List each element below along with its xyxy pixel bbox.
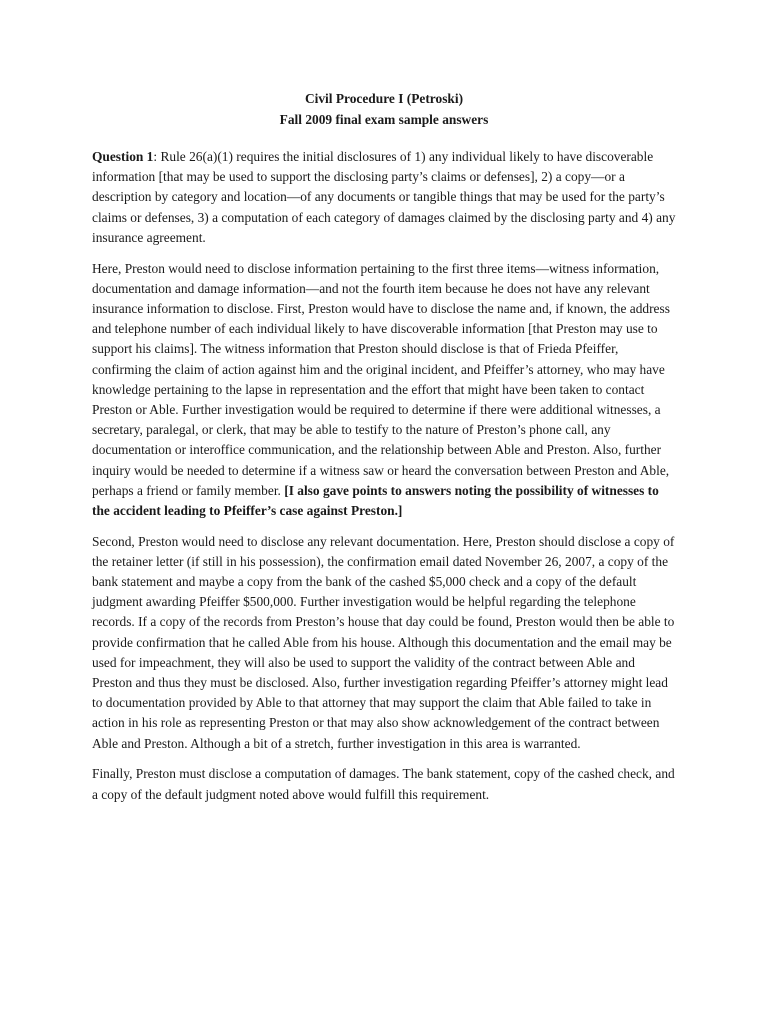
- document-page: [92, 88, 676, 815]
- damages-paragraph: Finally, Preston must disclose a computation of damages. The bank statement, copy of the cashed check, and a copy of the default judgment noted above would fulfill this requirement.: [92, 766, 675, 802]
- question-1-intro: : Rule 26(a)(1) requires the initial disclosures of 1) any individual likely to have discoverable information [that may be used to support the disclosing party’s claims or defenses], 2) a copy—or a description by category and location—of any documents or tangible things that may be used for the party’s claims or defenses, 3) a computation of each category of damages claimed by the disclosing party and 4) any insurance agreement.: [92, 149, 676, 245]
- course-title: Civil Procedure I (Petroski): [304, 91, 464, 106]
- question-1-label: Question 1: [92, 149, 154, 164]
- document-header: [92, 88, 676, 130]
- grader-note: [I also gave points to answers noting the possibility of witnesses to the accident leading to Pfeiffer’s case against Preston.]: [92, 482, 659, 518]
- question-1-paragraph: [92, 147, 676, 248]
- documentation-paragraph: Second, Preston would need to disclose any relevant documentation. Here, Preston should disclose a copy of the retainer letter (if still in his possession), the confirmation email dated November 26, 2007, a copy of the bank statement and maybe a copy from the bank of the cashed $5,000 check and a copy of the default judgment awarding Pfeiffer $500,000. Further investigation would be helpful regarding the telephone records. If a copy of the records from Preston’s house that day could be found, Preston would then be able to provide confirmation that he called Able from his house. Although this documentation and the email may be used for impeachment, they will also be used to support the validity of the contract between Able and Preston and thus they must be disclosed. Also, further investigation regarding Pfeiffer’s attorney might lead to documentation provided by Able to that attorney that may support the claim that Able failed to take in action in his role as representing Preston or that may also show acknowledgement of the contract between Able and Preston. Although a bit of a stretch, further investigation in this area is warranted.: [92, 533, 675, 751]
- witness-paragraph: [92, 259, 676, 522]
- exam-title: Fall 2009 final exam sample answers: [279, 112, 489, 127]
- witness-paragraph-text: Here, Preston would need to disclose information pertaining to the first three items—witness information, documentation and damage information—and not the fourth item because he does not have any relevant insurance information to disclose. First, Preston would have to disclose the name and, if known, the address and telephone number of each individual likely to have discoverable information [that Preston may use to support his claims]. The witness information that Preston should disclose is that of Frieda Pfeiffer, confirming the claim of action against him and the original incident, and Pfeiffer’s attorney, who may have knowledge pertaining to the lapse in representation and the effort that might have been taken to contact Preston or Able. Further investigation would be required to determine if there were additional witnesses, a secretary, paralegal, or clerk, that may be able to testify to the nature of Preston’s phone call, any documentation or interoffice communication, and the relationship between Able and Preston. Also, further inquiry would be needed to determine if a witness saw or heard the conversation between Preston and Able, perhaps a friend or family member.: [92, 260, 670, 498]
